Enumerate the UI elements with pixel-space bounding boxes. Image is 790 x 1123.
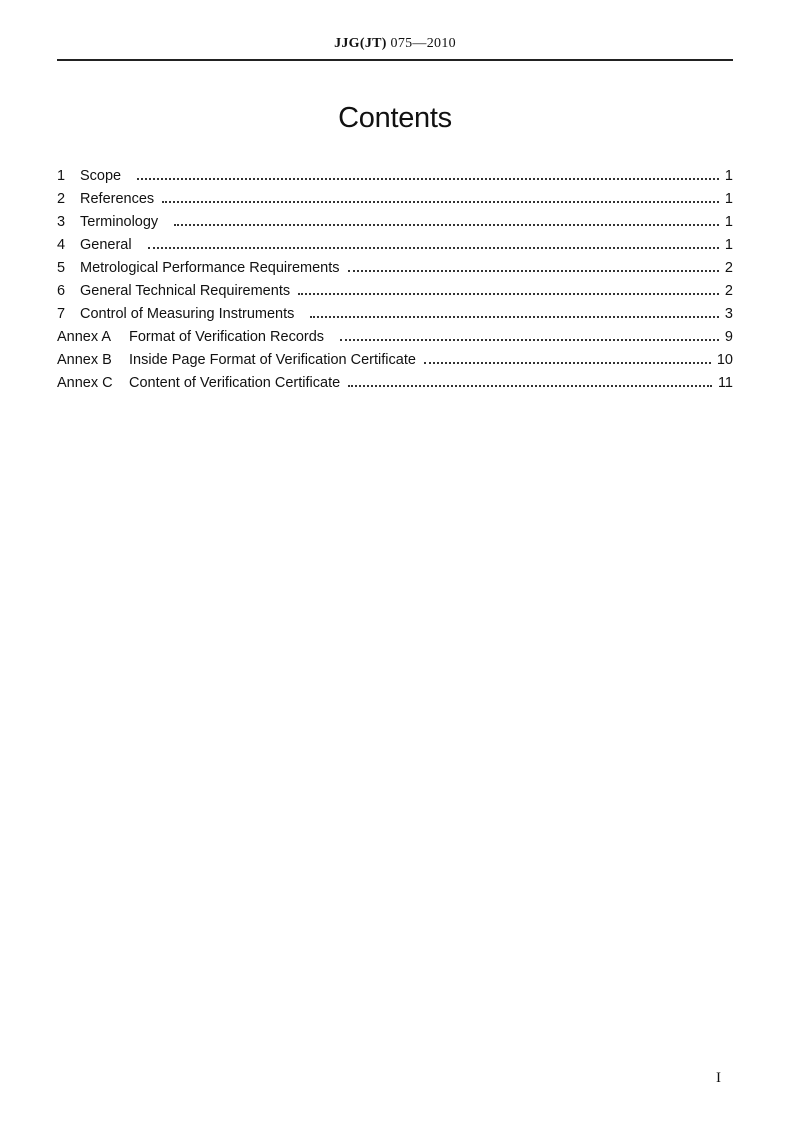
toc-entry-page: 1	[724, 214, 733, 230]
toc-dot-leader	[424, 362, 711, 364]
toc-entry-page: 9	[724, 329, 733, 345]
toc-entry-number: 5	[57, 260, 66, 276]
toc-dot-leader	[137, 178, 719, 180]
toc-entry-page: 10	[716, 352, 733, 368]
toc-entry-annex-b[interactable]	[57, 352, 733, 375]
toc-entry-title: General Technical Requirements	[80, 283, 291, 299]
toc-entry-number: 3	[57, 214, 66, 230]
toc-dot-leader	[298, 293, 719, 295]
toc-entry-control-of-instruments[interactable]	[57, 306, 733, 329]
document-header	[0, 36, 790, 52]
toc-entry-page: 1	[724, 191, 733, 207]
toc-entry-number: 2	[57, 191, 66, 207]
toc-entry-title: Control of Measuring Instruments	[80, 306, 295, 322]
toc-entry-number: 6	[57, 283, 66, 299]
toc-entry-number: 1	[57, 168, 66, 184]
toc-dot-leader	[348, 385, 712, 387]
header-divider	[57, 59, 733, 61]
toc-dot-leader	[310, 316, 719, 318]
toc-entry-title: Terminology	[80, 214, 159, 230]
toc-entry-page: 11	[717, 375, 733, 391]
toc-entry-number: 4	[57, 237, 66, 253]
toc-dot-leader	[174, 224, 719, 226]
toc-entry-metrological-performance[interactable]	[57, 260, 733, 283]
table-of-contents	[57, 168, 733, 398]
toc-dot-leader	[148, 247, 719, 249]
toc-entry-number: Annex B	[57, 352, 112, 368]
toc-entry-title: Scope	[80, 168, 122, 184]
toc-entry-page: 2	[724, 283, 733, 299]
toc-entry-title: References	[80, 191, 155, 207]
toc-entry-title: Inside Page Format of Verification Certificate	[129, 352, 416, 368]
toc-entry-general[interactable]	[57, 237, 733, 260]
toc-entry-page: 3	[724, 306, 733, 322]
toc-entry-number: Annex A	[57, 329, 112, 345]
toc-entry-page: 1	[724, 237, 733, 253]
toc-entry-title: Metrological Performance Requirements	[80, 260, 340, 276]
toc-entry-annex-a[interactable]	[57, 329, 733, 352]
page-title: Contents	[338, 102, 452, 134]
toc-entry-annex-c[interactable]	[57, 375, 733, 398]
document-code-prefix: JJG(JT)	[334, 36, 387, 51]
toc-dot-leader	[162, 201, 719, 203]
toc-entry-page: 1	[724, 168, 733, 184]
toc-entry-scope[interactable]	[57, 168, 733, 191]
toc-entry-title: General	[80, 237, 132, 253]
toc-entry-page: 2	[724, 260, 733, 276]
page-number: I	[716, 1070, 721, 1086]
toc-entry-terminology[interactable]	[57, 214, 733, 237]
document-code-number: 075—2010	[390, 36, 456, 51]
toc-entry-number: Annex C	[57, 375, 113, 391]
toc-entry-general-technical[interactable]	[57, 283, 733, 306]
toc-entry-title: Format of Verification Records	[129, 329, 325, 345]
toc-entry-title: Content of Verification Certificate	[129, 375, 341, 391]
toc-dot-leader	[340, 339, 719, 341]
toc-entry-references[interactable]	[57, 191, 733, 214]
toc-entry-number: 7	[57, 306, 66, 322]
toc-dot-leader	[348, 270, 719, 272]
